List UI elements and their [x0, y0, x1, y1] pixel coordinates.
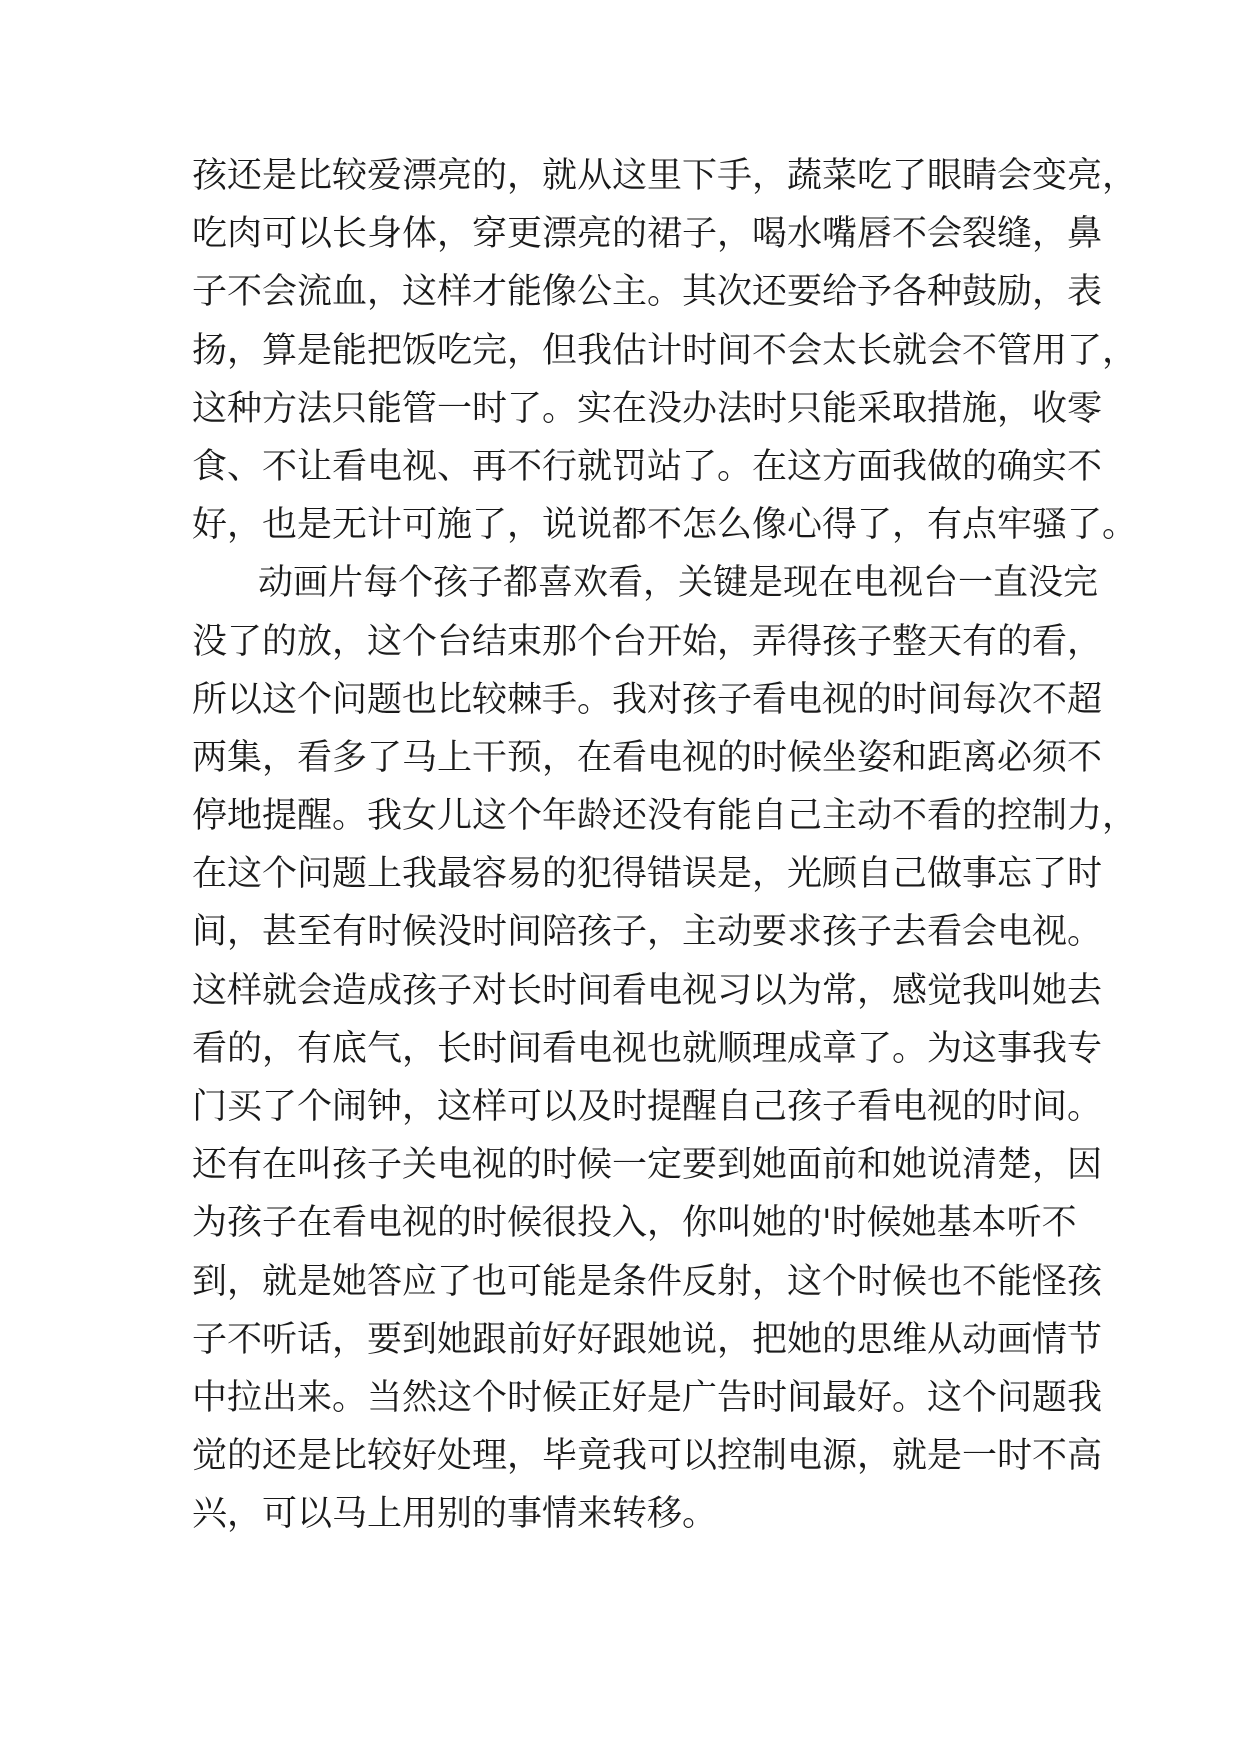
text-line: 在这个问题上我最容易的犯得错误是，光顾自己做事忘了时	[192, 854, 1103, 895]
paragraph	[192, 147, 1138, 554]
text-line: 这样就会造成孩子对长时间看电视习以为常，感觉我叫她去	[192, 970, 1103, 1011]
text-line: 这种方法只能管一时了。实在没办法时只能采取措施，收零	[192, 388, 1103, 429]
text-line: 中拉出来。当然这个时候正好是广告时间最好。这个问题我	[192, 1377, 1103, 1418]
paragraph	[192, 554, 1138, 1543]
text-line: 吃肉可以长身体，穿更漂亮的裙子，喝水嘴唇不会裂缝，鼻	[192, 214, 1103, 255]
text-line: 扬，算是能把饭吃完，但我估计时间不会太长就会不管用了，	[192, 330, 1138, 371]
text-line: 觉的还是比较好处理，毕竟我可以控制电源，就是一时不高	[192, 1436, 1103, 1477]
text-line: 所以这个问题也比较棘手。我对孩子看电视的时间每次不超	[192, 679, 1103, 720]
text-line: 动画片每个孩子都喜欢看，关键是现在电视台一直没完	[258, 563, 1099, 604]
body-text	[192, 147, 1138, 1544]
text-line: 到，就是她答应了也可能是条件反射，这个时候也不能怪孩	[192, 1261, 1103, 1302]
text-line: 门买了个闹钟，这样可以及时提醒自己孩子看电视的时间。	[192, 1087, 1103, 1127]
text-line: 没了的放，这个台结束那个台开始，弄得孩子整天有的看，	[192, 621, 1103, 662]
text-line: 两集，看多了马上干预，在看电视的时候坐姿和距离必须不	[192, 737, 1103, 778]
text-line: 食、不让看电视、再不行就罚站了。在这方面我做的确实不	[192, 446, 1103, 487]
text-line: 为孩子在看电视的时候很投入，你叫她的'时候她基本听不	[192, 1203, 1077, 1244]
text-line: 孩还是比较爱漂亮的，就从这里下手，蔬菜吃了眼睛会变亮，	[192, 156, 1138, 196]
text-line: 好，也是无计可施了，说说都不怎么像心得了，有点牢骚了。	[192, 505, 1138, 546]
text-line: 子不会流血，这样才能像公主。其次还要给予各种鼓励，表	[192, 272, 1103, 313]
text-line: 兴，可以马上用别的事情来转移。	[192, 1494, 718, 1535]
text-line: 看的，有底气，长时间看电视也就顺理成章了。为这事我专	[192, 1028, 1103, 1069]
text-line: 间，甚至有时候没时间陪孩子，主动要求孩子去看会电视。	[192, 912, 1103, 953]
text-line: 停地提醒。我女儿这个年龄还没有能自己主动不看的控制力，	[192, 796, 1138, 837]
text-line: 还有在叫孩子关电视的时候一定要到她面前和她说清楚，因	[192, 1145, 1103, 1186]
text-line: 子不听话，要到她跟前好好跟她说，把她的思维从动画情节	[192, 1319, 1103, 1360]
